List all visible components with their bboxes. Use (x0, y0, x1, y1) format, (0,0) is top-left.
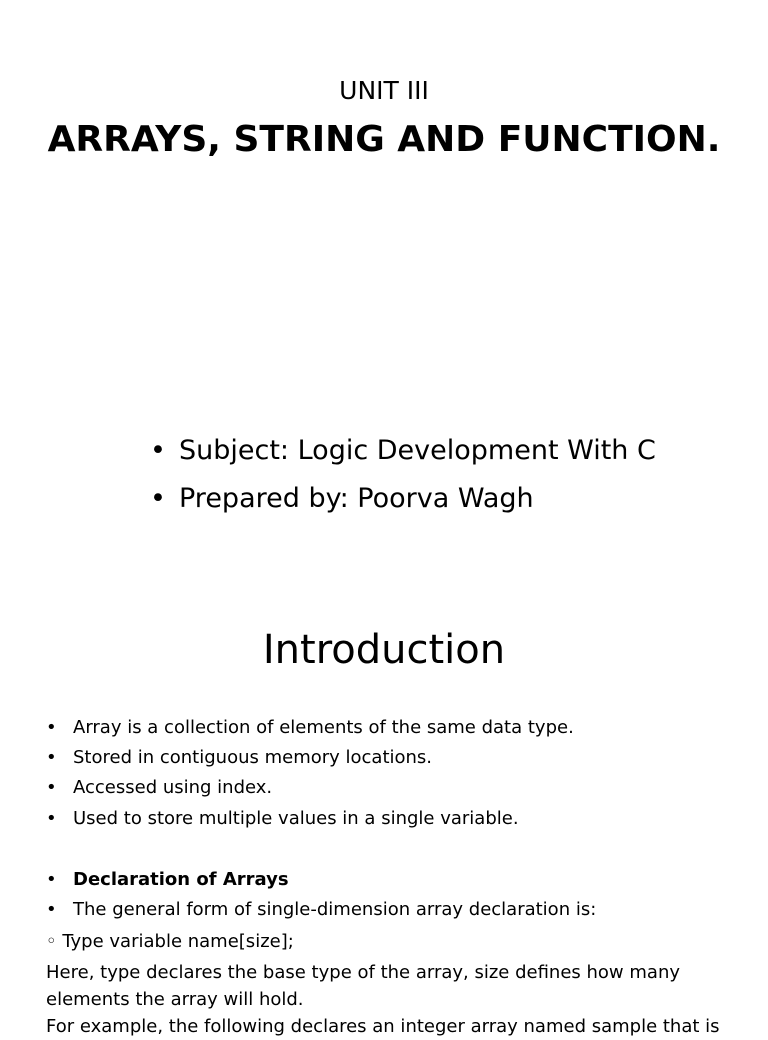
bullet-marker: • (46, 717, 57, 738)
intro-point-text: Used to store multiple values in a single variable. (73, 808, 519, 829)
declaration-point-text: The general form of single-dimension array declaration is: (73, 899, 597, 920)
bullet-marker: • (46, 899, 57, 920)
declaration-heading (46, 869, 289, 891)
bullet-marker: • (150, 483, 166, 514)
intro-point (46, 777, 272, 799)
intro-point (46, 717, 574, 739)
bullet-marker: • (46, 869, 57, 890)
author-text: Prepared by: Poorva Wagh (179, 483, 534, 514)
intro-heading: Introduction (262, 627, 506, 673)
intro-point (46, 747, 432, 769)
unit-label: UNIT III (339, 76, 429, 105)
declaration-heading-text: Declaration of Arrays (73, 869, 289, 890)
intro-point (46, 808, 519, 830)
bullet-marker: • (46, 777, 57, 798)
cut-off-text: For example, the following declares an integer array named sample that is (46, 1016, 720, 1037)
subject-text: Subject: Logic Development With C (179, 435, 656, 466)
bullet-marker: • (46, 808, 57, 829)
intro-point-text: Array is a collection of elements of the same data type. (73, 717, 574, 738)
bullet-marker: • (46, 747, 57, 768)
declaration-point (46, 899, 596, 921)
subject-bullet (150, 434, 656, 468)
explanation-paragraph (46, 959, 720, 1040)
author-bullet (150, 482, 534, 516)
intro-point-text: Stored in contiguous memory locations. (73, 747, 433, 768)
syntax-line: ◦ Type variable name[size]; (46, 931, 294, 952)
slide-title: ARRAYS, STRING AND FUNCTION. (47, 119, 721, 160)
bullet-marker: • (150, 435, 166, 466)
explanation-text: Here, type declares the base type of the array, size defines how many elements the array will hold. (46, 962, 680, 1010)
intro-point-text: Accessed using index. (73, 777, 273, 798)
